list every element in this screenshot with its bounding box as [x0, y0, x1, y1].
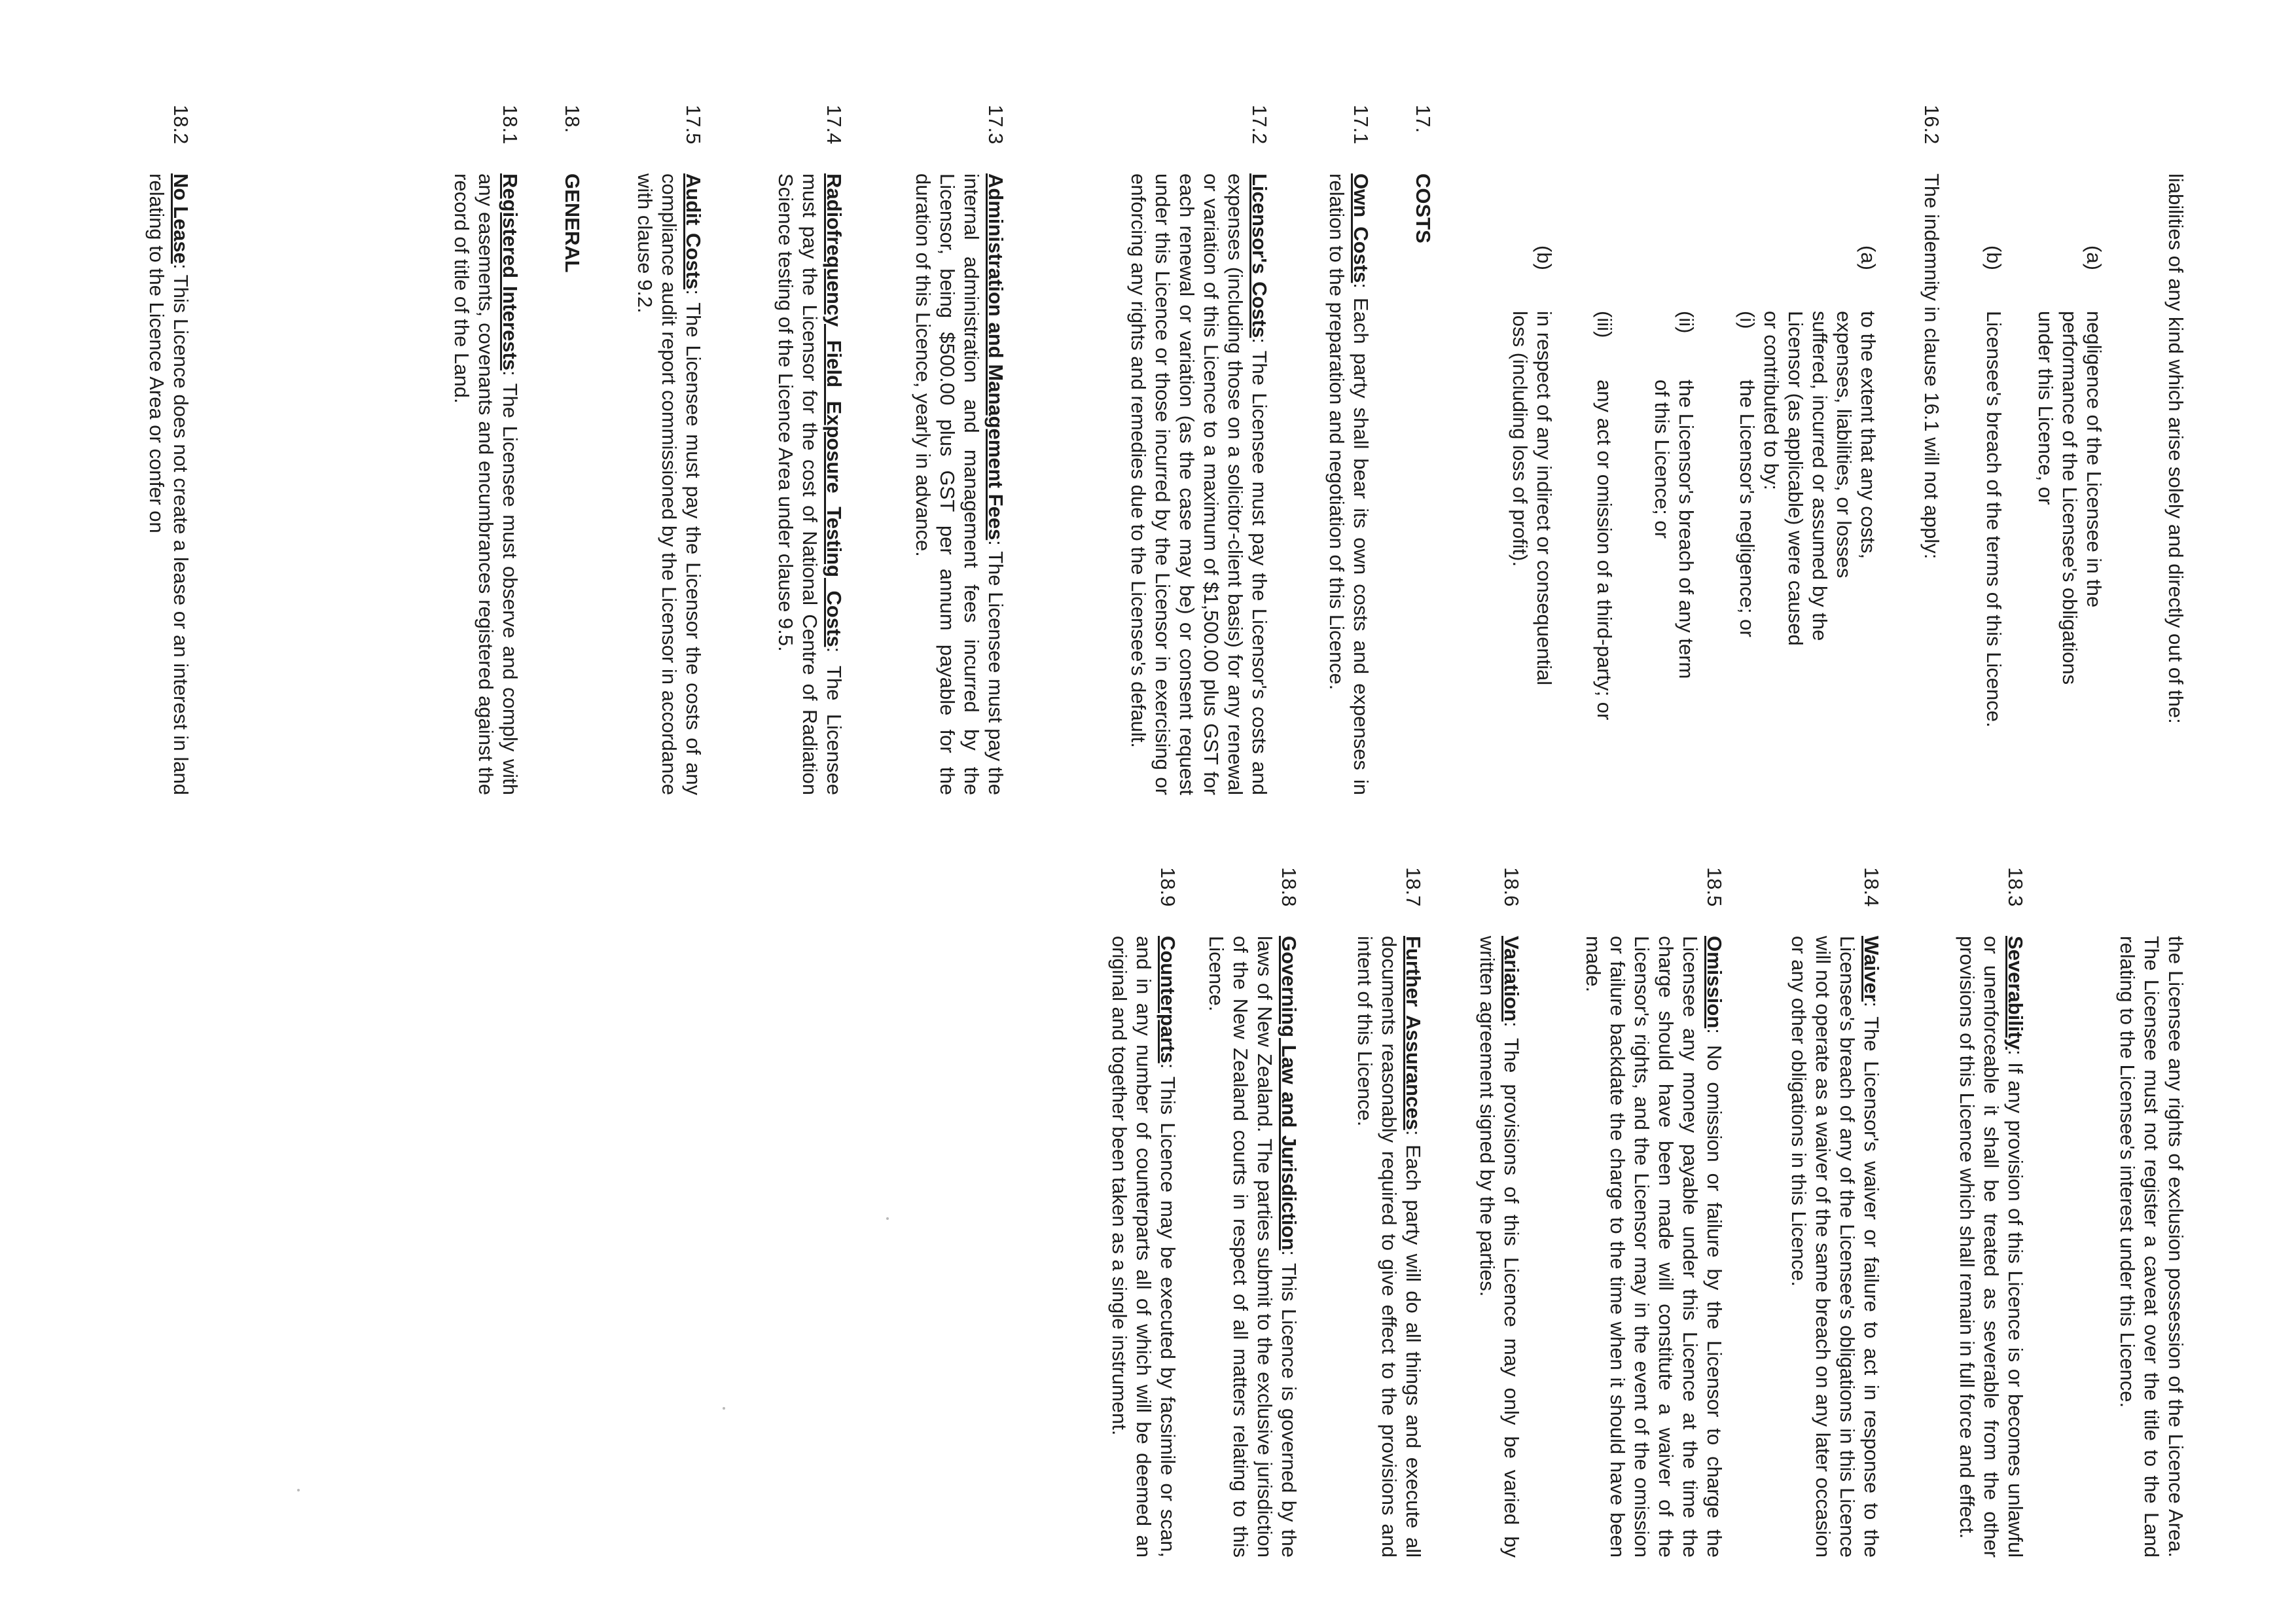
- clause-18-8-number: 18.8: [1278, 867, 1300, 907]
- clause-17-2-number: 17.2: [1248, 105, 1271, 145]
- clause-18-6-number: 18.6: [1500, 867, 1523, 907]
- clause-17-1-number: 17.1: [1350, 105, 1372, 145]
- intro-item-a-letter: (a): [2083, 245, 2106, 270]
- clause-18-7-text: : Each party will do all things and execute all documents reasonably required to give effect to the provisions and intent of this Licence.: [1354, 936, 1425, 1558]
- clause-18-2-number: 18.2: [170, 105, 192, 145]
- clause-18-8-body: [1204, 936, 1301, 1558]
- clause-18-2-label: No Lease: [170, 173, 192, 264]
- intro-item-a-text: negligence of the Licensee in the performance of the Licensee's obligations under this Licence, or: [2034, 311, 2106, 685]
- clause-18-9-label: Counterparts: [1157, 936, 1179, 1063]
- clause-17-4-label: Radiofrequency Field Exposure Testing Costs: [823, 173, 846, 647]
- clause-16-2-a-i-text: the Licensor's negligence; or: [1736, 380, 1759, 637]
- intro-text: liabilities of any kind which arise solely and directly out of the:: [2164, 173, 2187, 724]
- intro-item-b-text: Licensee's breach of the terms of this Licence.: [1982, 311, 2005, 728]
- clause-17-4-number: 17.4: [823, 105, 846, 145]
- clause-18-4-text: : The Licensor's waiver or failure to act in response to the Licensee's breach of any of the Licensee's obligations in this Licence will not operate as a waiver of the same breach on any later occasion or any other obligations in this Licence.: [1787, 936, 1883, 1558]
- clause-18-5-number: 18.5: [1703, 867, 1726, 907]
- clause-16-2-a-ii-numeral: (ii): [1675, 311, 1698, 334]
- clause-18-8-label: Governing Law and Jurisdiction: [1278, 936, 1300, 1251]
- clause-17-5-text: : The Licensee must pay the Licensor the costs of any compliance audit report commissioned by the Licensor in accordance with clause 9.2.: [634, 173, 705, 795]
- clause-17-number: 17.: [1412, 105, 1435, 134]
- clause-18-5-text: : No omission or failure by the Licensor to charge the Licensee any money payable under this Licence at the time the charge should have been made will constitute a waiver of the Licensor's rights, and the Licensor may in the event of the omission or failure backdate the charge to the time when it should have been made.: [1582, 936, 1726, 1558]
- clause-18-5-label: Omission: [1703, 936, 1726, 1029]
- clause-17-3-label: Administration and Management Fees: [984, 173, 1007, 541]
- clause-18-4-body: [1787, 936, 1884, 1558]
- clause-17-1-text: : Each party shall bear its own costs and expenses in relation to the preparation and negotiation of this Licence.: [1325, 173, 1372, 795]
- clause-18-1-text: : The Licensee must observe and comply with any easements, covenants and encumbrances registered against the record of title of the Land.: [450, 173, 522, 796]
- clause-18-3-body: [1955, 936, 2028, 1558]
- clause-17-heading: COSTS: [1412, 173, 1435, 243]
- clause-17-2-label: Licensor's Costs: [1248, 173, 1271, 338]
- clause-18-3-label: Severability: [2004, 936, 2027, 1050]
- clause-16-2-a-i-numeral: (i): [1736, 311, 1759, 329]
- scan-speck: [723, 1407, 725, 1410]
- clause-18-3-text: : If any provision of this Licence is or becomes unlawful or unenforceable it shall be treated as severable from the other provisions of this Licence which shall remain in full force and effect.: [1956, 936, 2027, 1558]
- clause-17-4-text: : The Licensee must pay the Licensor for the cost of National Centre of Radiation Science testing of the Licence Area under clause 9.5.: [774, 173, 846, 795]
- clause-18-1-label: Registered Interests: [499, 173, 522, 371]
- clause-18-6-text: : The provisions of this Licence may only be varied by written agreement signed by the parties.: [1476, 936, 1523, 1558]
- clause-18-9-number: 18.9: [1157, 867, 1179, 907]
- clause-18-2-body: [145, 173, 193, 795]
- clause-18-6-label: Variation: [1500, 936, 1523, 1022]
- clause-16-2-text: The indemnity in clause 16.1 will not apply:: [1920, 173, 1943, 560]
- clause-18-3-number: 18.3: [2004, 867, 2027, 907]
- clause-18-5-body: [1581, 936, 1727, 1558]
- clause-16-2-a-iii-numeral: (iii): [1593, 311, 1616, 338]
- clause-17-3-number: 17.3: [984, 105, 1007, 145]
- clause-18-1-body: [450, 173, 522, 795]
- clause-17-5-label: Audit Costs: [682, 173, 705, 290]
- clause-16-2-a-text: to the extent that any costs, expenses, liabilities, or losses suffered, incurred or assumed by the Licensor (as applicable) were caused or contributed to by:: [1760, 311, 1880, 646]
- clause-17-3-text: : The Licensee must pay the internal administration and management fees incurred by the Licensor, being $500.00 plus GST per annum payable for the duration of this Licence, yearly in advance.: [912, 173, 1007, 795]
- clause-18-7-number: 18.7: [1402, 867, 1425, 907]
- clause-16-2-a-ii-text: the Licensor's breach of any term of this Licence; or: [1651, 380, 1698, 679]
- clause-18-7-label: Further Assurances: [1402, 936, 1425, 1130]
- clause-18-number: 18.: [561, 105, 584, 134]
- clause-16-2-b-letter: (b): [1533, 245, 1556, 270]
- clause-16-2-a-letter: (a): [1857, 245, 1880, 270]
- scan-speck: [297, 1489, 300, 1491]
- clause-18-8-text: : This Licence is governed by the laws of New Zealand. The parties submit to the exclusive jurisdiction of the New Zealand courts in respect of all matters relating to this Licence.: [1205, 936, 1300, 1558]
- clause-17-4-body: [774, 173, 846, 795]
- clause-18-9-body: [1107, 936, 1180, 1558]
- clause-16-2-number: 16.2: [1920, 105, 1943, 145]
- clause-17-1-label: Own Costs: [1350, 173, 1372, 283]
- clause-16-2-b-text: in respect of any indirect or consequential loss (including loss of profit).: [1509, 311, 1556, 686]
- clause-17-5-body: [633, 173, 706, 795]
- clause-17-5-number: 17.5: [682, 105, 705, 145]
- clause-18-7-body: [1353, 936, 1426, 1558]
- clause-18-heading: GENERAL: [561, 173, 584, 273]
- clause-18-9-text: : This Licence may be executed by facsimile or scan, and in any number of counterparts all of which will be deemed an original and together been taken as a single instrument.: [1108, 936, 1179, 1558]
- clause-18-2-text: : This Licence does not create a lease or an interest in land relating to the Licence Area or confer on: [145, 173, 192, 795]
- clause-18-6-body: [1475, 936, 1524, 1558]
- scan-speck: [886, 1217, 889, 1220]
- clause-18-2-continuation: the Licensee any rights of exclusion possession of the Licence Area. The Licensee must not register a caveat over the title to the Land relating to the Licensee's interest under this Licence.: [2116, 936, 2187, 1558]
- clause-18-1-number: 18.1: [499, 105, 522, 145]
- intro-item-b-letter: (b): [1982, 245, 2005, 270]
- clause-16-2-a-iii-text: any act or omission of a third-party; or: [1593, 380, 1616, 721]
- clause-18-4-number: 18.4: [1860, 867, 1883, 907]
- clause-17-2-text: : The Licensee must pay the Licensor's costs and expenses (including those on a solicitor-client basis) for any renewal or variation of this Licence to a maximum of $1,500.00 plus GST for each renewal or variation (as the case may be) or consent request under this Licence or those incurred by the Licensor in exercising or enforcing any rights and remedies due to the Licensee's default.: [1127, 173, 1271, 795]
- clause-17-1-body: [1325, 173, 1373, 795]
- clause-17-2-body: [1126, 173, 1272, 795]
- clause-17-3-body: [911, 173, 1008, 795]
- clause-18-4-label: Waiver: [1860, 936, 1883, 1002]
